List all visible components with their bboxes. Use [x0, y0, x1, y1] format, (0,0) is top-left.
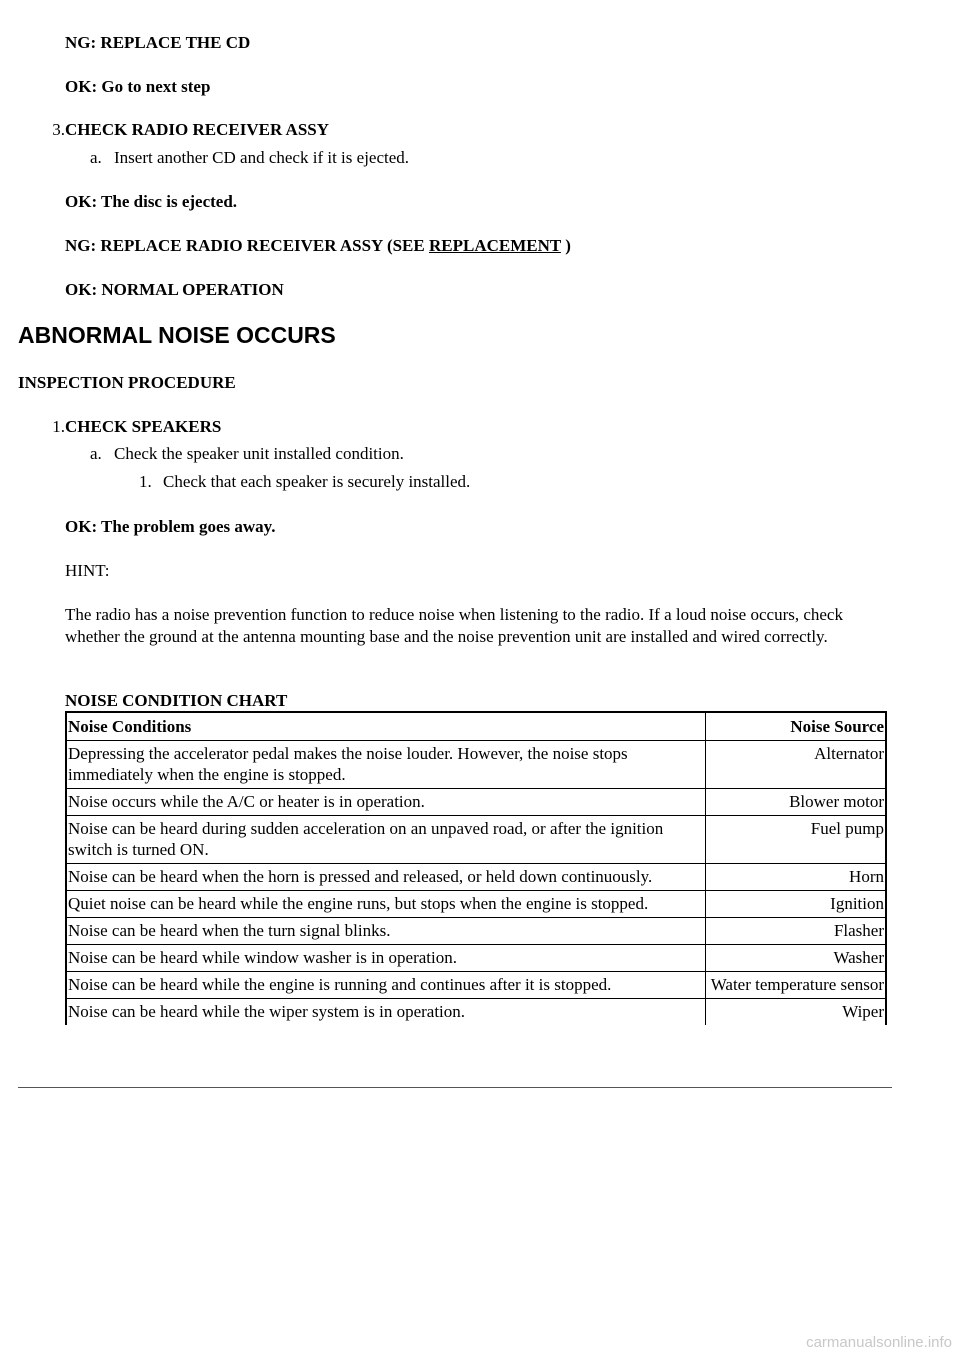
- step-3-title: CHECK RADIO RECEIVER ASSY: [65, 120, 330, 139]
- step-1-substep-a-1: [139, 472, 470, 492]
- noise-condition-cell: Noise can be heard during sudden acceleration on an unpaved road, or after the ignition switch is turned ON.: [66, 816, 706, 864]
- substep-text: Check that each speaker is securely installed.: [163, 472, 471, 491]
- ng-replace-cd-line: NG: REPLACE THE CD: [65, 33, 251, 52]
- hint-label: HINT:: [65, 561, 110, 580]
- noise-source-cell: Fuel pump: [706, 816, 887, 864]
- ok-normal-operation-line: OK: NORMAL OPERATION: [65, 280, 284, 299]
- noise-source-cell: Ignition: [706, 891, 887, 918]
- noise-condition-cell: Noise can be heard while the engine is running and continues after it is stopped.: [66, 972, 706, 999]
- noise-source-cell: Alternator: [706, 741, 887, 789]
- ng-replace-receiver-line: [65, 236, 571, 256]
- table-row: [66, 741, 886, 789]
- noise-source-cell: Water temperature sensor: [706, 972, 887, 999]
- step-3-number: 3.: [52, 120, 65, 139]
- noise-condition-table: [65, 711, 887, 1025]
- table-row: [66, 945, 886, 972]
- hint-paragraph: The radio has a noise prevention function to reduce noise when listening to the radio. If a loud noise occurs, check whether the ground at the antenna mounting base and the noise prevention unit are installed and wired correctly.: [65, 605, 843, 646]
- step-3-substep-a: [90, 148, 409, 168]
- table-row: [66, 864, 886, 891]
- substep-text: Insert another CD and check if it is ejected.: [114, 148, 410, 167]
- noise-source-cell: Washer: [706, 945, 887, 972]
- page-bottom-rule: [18, 1087, 892, 1088]
- substep-label: 1.: [139, 472, 152, 491]
- ok-disc-ejected-line: OK: The disc is ejected.: [65, 192, 238, 211]
- step-1-substep-a: [90, 444, 404, 464]
- table-row: [66, 789, 886, 816]
- ok-problem-away-line: OK: The problem goes away.: [65, 517, 276, 536]
- substep-label: a.: [90, 444, 102, 463]
- noise-source-cell: Horn: [706, 864, 887, 891]
- ng-replace-receiver-suffix: ): [565, 236, 571, 255]
- watermark: carmanualsonline.info: [806, 1334, 952, 1351]
- table-row: [66, 999, 886, 1026]
- noise-condition-cell: Noise can be heard when the turn signal blinks.: [66, 918, 706, 945]
- noise-source-cell: Flasher: [706, 918, 887, 945]
- replacement-link[interactable]: REPLACEMENT: [429, 236, 561, 255]
- noise-condition-cell: Quiet noise can be heard while the engine runs, but stops when the engine is stopped.: [66, 891, 706, 918]
- step-1-number: 1.: [52, 417, 65, 436]
- substep-text: Check the speaker unit installed condition.: [114, 444, 404, 463]
- noise-condition-cell: Noise occurs while the A/C or heater is in operation.: [66, 789, 706, 816]
- table-row: [66, 816, 886, 864]
- header-noise-conditions: Noise Conditions: [66, 712, 706, 741]
- chart-title: NOISE CONDITION CHART: [65, 691, 288, 710]
- table-row: [66, 972, 886, 999]
- table-row: [66, 918, 886, 945]
- header-noise-source: Noise Source: [706, 712, 887, 741]
- noise-condition-cell: Noise can be heard while window washer is in operation.: [66, 945, 706, 972]
- inspection-procedure-heading: INSPECTION PROCEDURE: [18, 373, 236, 392]
- section-heading: ABNORMAL NOISE OCCURS: [18, 322, 336, 348]
- step-3-heading: [18, 120, 329, 140]
- ng-replace-receiver-prefix: NG: REPLACE RADIO RECEIVER ASSY (SEE: [65, 236, 425, 255]
- noise-source-cell: Wiper: [842, 1002, 884, 1021]
- noise-source-cell: Blower motor: [706, 789, 887, 816]
- ok-next-step-line: OK: Go to next step: [65, 77, 211, 96]
- step-1-heading: [18, 417, 221, 437]
- noise-condition-cell: Noise can be heard while the wiper system is in operation.: [66, 999, 706, 1026]
- substep-label: a.: [90, 148, 102, 167]
- noise-condition-cell: Noise can be heard when the horn is pressed and released, or held down continuously.: [66, 864, 706, 891]
- table-header-row: [66, 712, 886, 741]
- step-1-title: CHECK SPEAKERS: [65, 417, 222, 436]
- table-row: [66, 891, 886, 918]
- noise-condition-cell: Depressing the accelerator pedal makes the noise louder. However, the noise stops immediately when the engine is stopped.: [66, 741, 706, 789]
